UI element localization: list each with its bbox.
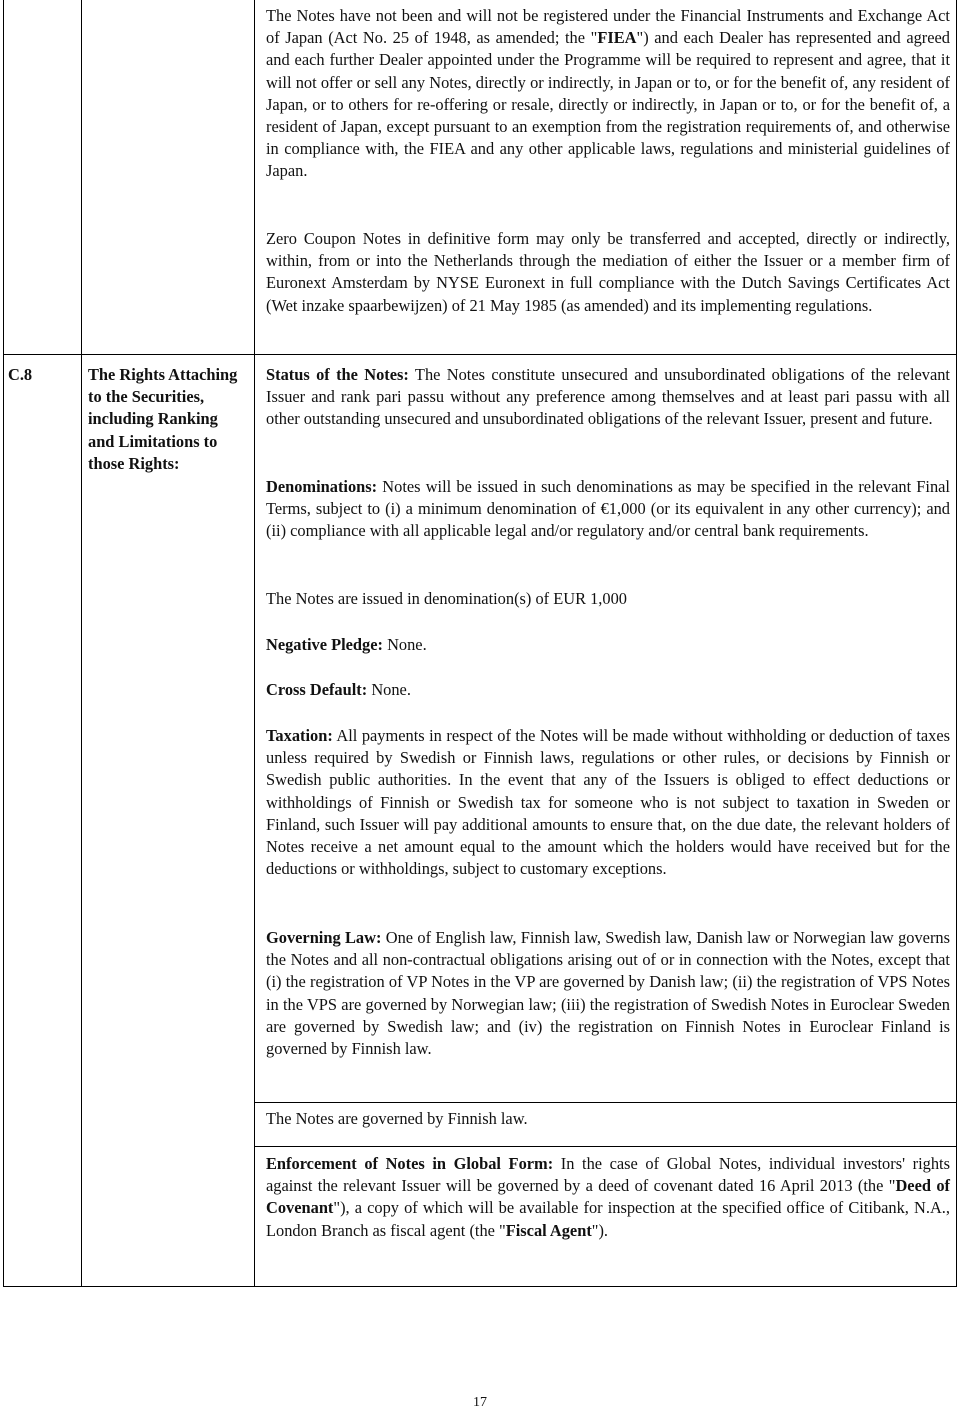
document-table	[3, 0, 957, 1287]
table-bottom-border	[3, 1286, 957, 1287]
status-of-notes: Status of the Notes: The Notes constitute unsecured and unsubordinated obligations of the relevant Issuer and rank pari passu without any preference among themselves and at least pari passu with all other outstanding unsecured and unsubordinated obligations of the relevant Issuer, present and future.	[266, 365, 950, 429]
netherlands-zero-coupon-restriction: Zero Coupon Notes in definitive form may only be transferred and accepted, directly or indirectly, within, from or into the Netherlands through the mediation of either the Issuer or a member firm of Euronext Amsterdam by NYSE Euronext in full compliance with the Dutch Savings Certificates Act (Wet inzake spaarbewijzen) of 21 May 1985 (as amended) and its implementing regulations.	[266, 229, 950, 315]
enforcement-global-form: Enforcement of Notes in Global Form: In the case of Global Notes, individual investors' rights against the relevant Issuer will be governed by a deed of covenant dated 16 April 2013 (the "Deed of Covenant"), a copy of which will be available for inspection at the specified office of Citibank, N.A., London Branch as fiscal agent (the "Fiscal Agent").	[266, 1154, 950, 1240]
governing-law: Governing Law: One of English law, Finnish law, Swedish law, Danish law or Norwegian law governs the Notes and all non-contractual obligations arising out of or in connection with the Notes, except that (i) the registration of VP Notes in the VP are governed by Danish law; (ii) the registration of VPS Notes in the VPS are governed by Norwegian law; (iii) the registration of Swedish Notes in Euroclear Sweden are governed by Swedish law; and (iv) the registration on Finnish Notes in Euroclear Finland is governed by Finnish law.	[266, 928, 950, 1059]
row-divider-enforcement	[254, 1146, 957, 1147]
page-number: 17	[473, 1395, 487, 1410]
column-divider-1	[81, 0, 82, 1287]
governed-by-finnish-law: The Notes are governed by Finnish law.	[266, 1109, 528, 1128]
denominations: Denominations: Notes will be issued in such denominations as may be specified in the relevant Final Terms, subject to (i) a minimum denomination of €1,000 (or its equivalent in any other currency); and (ii) compliance with all applicable legal and/or regulatory and/or central bank requirements.	[266, 477, 950, 541]
column-divider-2	[254, 0, 255, 1287]
table-left-border	[3, 0, 4, 1287]
element-id: C.8	[8, 365, 33, 384]
negative-pledge: Negative Pledge: None.	[266, 635, 427, 654]
cross-default: Cross Default: None.	[266, 680, 411, 699]
table-right-border	[956, 0, 957, 1287]
row-divider-c7-c8	[3, 354, 957, 355]
taxation: Taxation: All payments in respect of the Notes will be made without withholding or deduction of taxes unless required by Swedish or Finnish laws, regulations or other rules, or decisions by Finnish or Swedish public authorities. In the event that any of the Issuers is obliged to effect deductions or withholdings of Finnish or Swedish tax for someone who is not subject to taxation in Sweden or Finland, such Issuer will pay additional amounts to ensure that, on the due date, the relevant holders of Notes receive a net amount equal to the amount which the holders would have received but for the deductions or withholdings, subject to customary exceptions.	[266, 726, 950, 879]
japan-selling-restriction: The Notes have not been and will not be registered under the Financial Instruments and Exchange Act of Japan (Act No. 25 of 1948, as amended; the "FIEA") and each Dealer has represented and agreed and each further Dealer appointed under the Programme will be required to represent and agree, that it will not offer or sell any Notes, directly or indirectly, in Japan or to, or for the benefit of, any resident of Japan, or to others for re-offering or resale, directly or indirectly, in Japan or to, or for the benefit of, a resident of Japan, except pursuant to an exemption from the registration requirements of, and otherwise in compliance with, the FIEA and any other applicable laws, regulations and ministerial guidelines of Japan.	[266, 6, 950, 181]
element-title: The Rights Attaching to the Securities, including Ranking and Limitations to those Rights:	[88, 365, 238, 473]
denomination-issued: The Notes are issued in denomination(s) of EUR 1,000	[266, 589, 627, 608]
row-divider-governing-law	[254, 1102, 957, 1103]
